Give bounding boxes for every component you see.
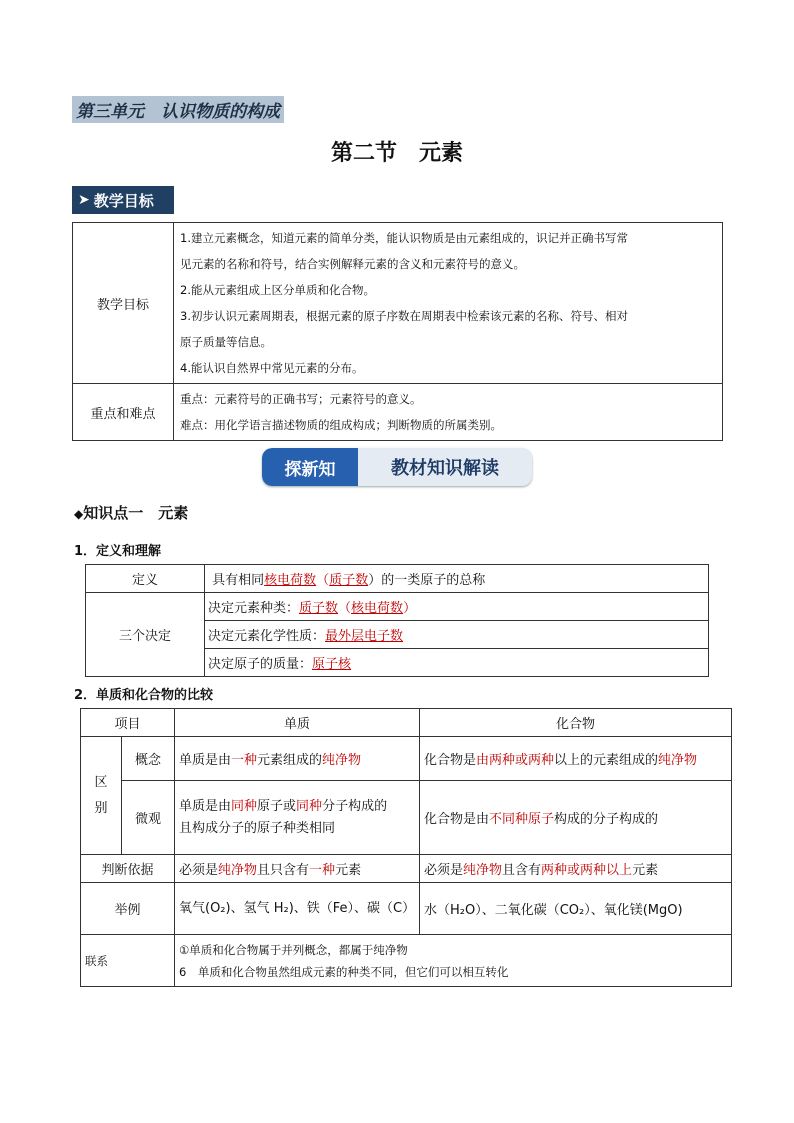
goal-line: 3.初步认识元素周期表，根据元素的原子序数在周期表中检索该元素的名称、符号、相对 bbox=[180, 309, 628, 323]
link-line: ①单质和化合物属于并列概念，都属于纯净物 bbox=[179, 942, 408, 957]
example-compound: 水（H₂O）、二氧化碳（CO₂）、氧化镁(MgO) bbox=[420, 883, 732, 935]
determinant-row: 决定原子的质量：原子核 bbox=[205, 649, 709, 677]
header-compound: 化合物 bbox=[420, 709, 732, 737]
goal-line: 见元素的名称和符号，结合实例解释元素的含义和元素符号的意义。 bbox=[180, 257, 525, 271]
keypoints-row-content bbox=[174, 384, 723, 441]
example-simple: 氧气(O₂)、氢气 H₂)、铁（Fe）、碳（C） bbox=[175, 883, 420, 935]
knowledge-point-title: 知识点一 元素 bbox=[83, 504, 189, 522]
goals-row-content bbox=[174, 223, 723, 384]
banner-right: 教材知识解读 bbox=[391, 458, 499, 479]
difference-label: 区 别 bbox=[81, 737, 122, 855]
banner-left: 探新知 bbox=[262, 448, 358, 486]
micro-simple: 单质是由同种原子或同种分子构成的 且构成分子的原子种类相同 bbox=[175, 781, 420, 855]
goals-tag bbox=[72, 186, 174, 214]
subheading-comparison: 2．单质和化合物的比较 bbox=[74, 688, 214, 703]
goal-line: 原子质量等信息。 bbox=[180, 335, 272, 349]
judge-compound: 必须是纯净物且含有两种或两种以上元素 bbox=[420, 855, 732, 883]
judge-label: 判断依据 bbox=[81, 855, 175, 883]
keypoint-line: 重点：元素符号的正确书写；元素符号的意义。 bbox=[180, 392, 422, 406]
link-line: 6 单质和化合物虽然组成元素的种类不同，但它们可以相互转化 bbox=[179, 964, 509, 979]
def-label: 定义 bbox=[86, 565, 205, 593]
section-title: 第二节 元素 bbox=[330, 141, 463, 166]
judge-simple: 必须是纯净物且只含有一种元素 bbox=[175, 855, 420, 883]
three-determinants-label: 三个决定 bbox=[86, 593, 205, 677]
def-content: 具有相同核电荷数（质子数）的一类原子的总称 bbox=[205, 565, 709, 593]
goal-line: 2.能从元素组成上区分单质和化合物。 bbox=[180, 283, 375, 297]
micro-label: 微观 bbox=[122, 781, 175, 855]
link-label: 联系 bbox=[81, 935, 175, 987]
goals-table bbox=[72, 222, 723, 441]
goal-line: 4.能认识自然界中常见元素的分布。 bbox=[180, 361, 364, 375]
arrow-right-icon: ➤ bbox=[78, 192, 90, 208]
concept-label: 概念 bbox=[122, 737, 175, 781]
subheading-definition: 1．定义和理解 bbox=[74, 544, 162, 559]
keypoint-line: 难点：用化学语言描述物质的组成构成；判断物质的所属类别。 bbox=[180, 418, 502, 432]
header-simple: 单质 bbox=[175, 709, 420, 737]
unit-title: 第三单元 认识物质的构成 bbox=[72, 96, 284, 123]
header-item: 项目 bbox=[81, 709, 175, 737]
goals-row-label: 教学目标 bbox=[73, 223, 174, 384]
diamond-icon: ◆ bbox=[74, 507, 84, 521]
knowledge-point-heading bbox=[74, 502, 188, 523]
determinant-row: 决定元素化学性质：最外层电子数 bbox=[205, 621, 709, 649]
definition-table bbox=[85, 564, 709, 677]
comparison-table bbox=[80, 708, 732, 987]
concept-compound: 化合物是由两种或两种以上的元素组成的纯净物 bbox=[420, 737, 732, 781]
goals-tag-label: 教学目标 bbox=[93, 191, 154, 210]
example-label: 举例 bbox=[81, 883, 175, 935]
concept-simple: 单质是由一种元素组成的纯净物 bbox=[175, 737, 420, 781]
keypoints-row-label: 重点和难点 bbox=[73, 384, 174, 441]
link-content bbox=[175, 935, 732, 987]
micro-compound: 化合物是由不同种原子构成的分子构成的 bbox=[420, 781, 732, 855]
goal-line: 1.建立元素概念，知道元素的简单分类，能认识物质是由元素组成的，识记并正确书写常 bbox=[180, 231, 628, 245]
determinant-row: 决定元素种类：质子数（核电荷数） bbox=[205, 593, 709, 621]
explore-banner bbox=[262, 448, 532, 486]
